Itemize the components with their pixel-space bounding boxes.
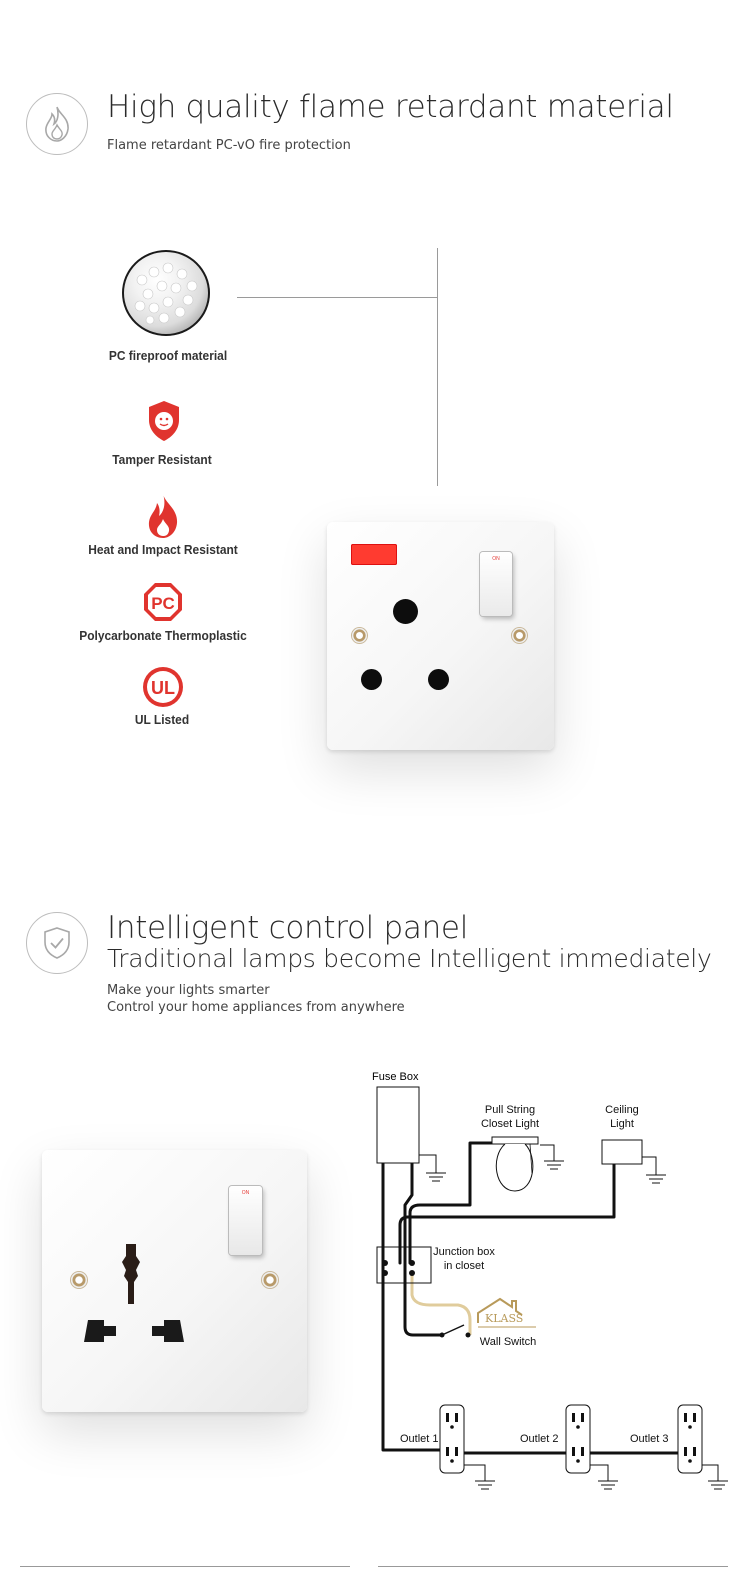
screw-right-2 (262, 1272, 278, 1288)
granules-image (122, 250, 210, 336)
rocker-switch: ON (480, 552, 512, 616)
section2-title2: Traditional lamps become Intelligent immediately (107, 944, 712, 973)
svg-text:KLASS: KLASS (485, 1312, 524, 1325)
pc-badge-icon (143, 582, 183, 626)
svg-text:Outlet 1: Outlet 1 (400, 1433, 439, 1445)
universal-neutral-slot (150, 1318, 186, 1344)
feature-label-polycarbonate: Polycarbonate Thermoplastic (79, 628, 247, 643)
universal-socket-image (42, 1150, 307, 1412)
bottom-divider-left (20, 1566, 350, 1567)
section2-line-2: Control your home appliances from anywhere (107, 1000, 405, 1015)
ul-badge-icon (142, 666, 184, 712)
svg-text:Outlet 3: Outlet 3 (630, 1433, 669, 1445)
section1-title: High quality flame retardant material (107, 89, 674, 125)
neon-indicator (351, 544, 397, 565)
svg-text:in closet: in closet (443, 1260, 485, 1272)
connector-horizontal-line (237, 297, 437, 298)
child-shield-icon (145, 400, 183, 446)
wiring-diagram (360, 1065, 745, 1505)
screw-left-2 (71, 1272, 87, 1288)
feature-label-ul: UL Listed (134, 712, 190, 727)
section2-title: Intelligent control panel (107, 910, 469, 946)
svg-text:Light: Light (610, 1118, 634, 1130)
svg-text:Pull String: Pull String (484, 1104, 536, 1116)
screw-right (512, 628, 527, 643)
live-pin-hole (361, 669, 382, 690)
svg-text:Outlet 2: Outlet 2 (520, 1433, 559, 1445)
svg-text:UL: UL (151, 678, 175, 698)
svg-text:PC: PC (151, 594, 175, 613)
neutral-pin-hole (428, 669, 449, 690)
svg-text:Fuse Box: Fuse Box (372, 1071, 419, 1083)
svg-text:Junction box: Junction box (433, 1246, 495, 1258)
screw-left (352, 628, 367, 643)
earth-pin-hole (393, 599, 418, 624)
feature-label-pc-fireproof: PC fireproof material (108, 348, 228, 363)
svg-text:Wall Switch: Wall Switch (479, 1336, 537, 1348)
heat-flame-icon (146, 493, 180, 543)
universal-earth-slot (120, 1242, 142, 1306)
feature-label-tamper: Tamper Resistant (112, 452, 212, 467)
feature-label-heat: Heat and Impact Resistant (88, 542, 238, 557)
section1-subtitle: Flame retardant PC-vO fire protection (107, 138, 351, 153)
connector-vertical-line (437, 248, 438, 486)
klass-logo (478, 1299, 536, 1327)
section2-line-1: Make your lights smarter (107, 983, 270, 998)
section2-icon-circle (26, 912, 88, 974)
section1-icon-circle (26, 93, 88, 155)
round-pin-socket-image (327, 522, 554, 750)
shield-check-icon (42, 926, 72, 960)
svg-text:Closet Light: Closet Light (480, 1118, 540, 1130)
universal-live-slot (82, 1318, 118, 1344)
rocker-switch-2: ON (229, 1186, 262, 1255)
flame-icon (40, 105, 74, 143)
bottom-divider-right (378, 1566, 728, 1567)
svg-text:Ceiling: Ceiling (605, 1104, 639, 1116)
